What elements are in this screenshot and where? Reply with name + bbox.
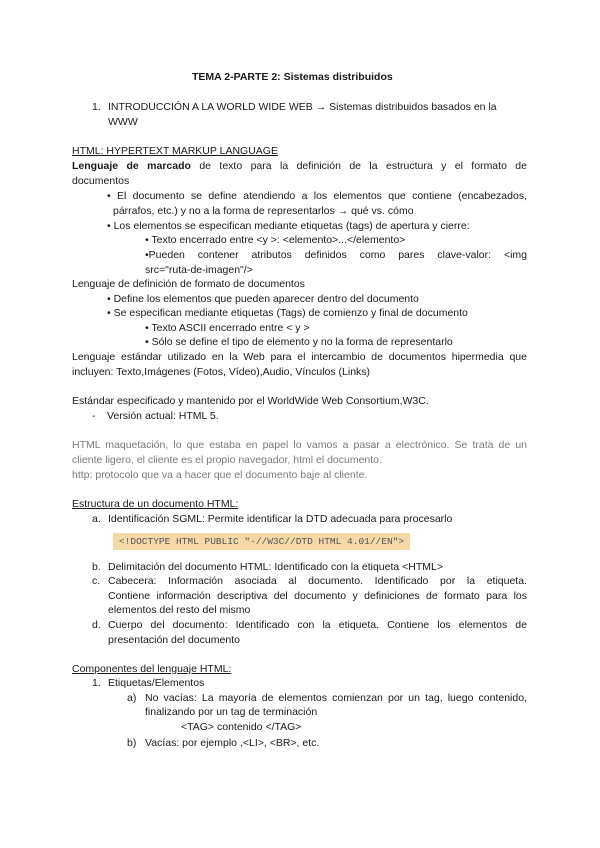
markup-definition [72, 160, 527, 173]
bullet-tags-text: • Texto encerrado entre <y >: <elemento>...</elemento> [145, 234, 406, 246]
components-heading: Componentes del lenguaje HTML: [72, 663, 232, 675]
bullet-element-line-1: • El documento se define atendiendo a los elementos que contiene (encabezados, [107, 190, 527, 202]
w3c-line: Estándar especificado y mantenido por el WorldWide Web Consortium,W3C. [72, 395, 429, 407]
structure-a-marker: a. [92, 513, 101, 525]
structure-b-text: Delimitación del documento HTML: Identificado con la etiqueta <HTML> [108, 561, 444, 573]
note-line-2: cliente ligero, el cliente es el propio navegador, html el documento. [72, 454, 382, 466]
components-a-line-1: No vacías: La mayoría de elementos comienzan por un tag, luego contenido, [145, 692, 527, 704]
bullet-type-only: • Sólo se define el tipo de elemento y no la forma de representarlo [145, 336, 453, 348]
structure-d-line-2: presentación del documento [108, 634, 240, 646]
structure-c-marker: c. [92, 575, 101, 587]
format-definition-heading: Lenguaje de definición de formato de documentos [72, 278, 305, 290]
standard-language-line-2: incluyen: Texto,Imágenes (Fotos, Vídeo),Audio, Vínculos (Links) [72, 366, 371, 378]
doctype-code: <!DOCTYPE HTML PUBLIC "-//W3C//DTD HTML 4.01//EN"> [113, 533, 410, 550]
tag-example: <TAG> contenido </TAG> [181, 721, 302, 733]
structure-heading: Estructura de un documento HTML: [72, 498, 239, 510]
components-b-text: Vacías: por ejemplo ,<LI>, <BR>, etc. [145, 737, 320, 749]
structure-c-line-2: Contiene información descriptiva del documento y definiciones de formato para los [108, 590, 527, 602]
components-a-line-2: finalizando por un tag de terminación [145, 706, 318, 718]
structure-d-marker: d. [92, 619, 101, 631]
html-heading: HTML: HYPERTEXT MARKUP LANGUAGE [72, 145, 278, 157]
components-1-text: Etiquetas/Elementos [108, 677, 205, 689]
note-line-1: HTML maquetación, lo que estaba en papel lo vamos a pasar a electrónico. Se trata de un [72, 439, 527, 451]
structure-a-text: Identificación SGML: Permite identificar la DTD adecuada para procesarlo [108, 513, 453, 525]
structure-c-line-1: Cabecera: Información asociada al documento. Identificado por la etiqueta. [108, 575, 527, 587]
intro-line-2: WWW [108, 116, 138, 128]
markup-definition-rest: de texto para la definición de la estructura y el formato de [199, 160, 527, 172]
intro-line-1: INTRODUCCIÓN A LA WORLD WIDE WEB → Sistemas distribuidos basados en la [108, 101, 497, 113]
bullet-attributes-line-2: src="ruta-de-imagen"/> [145, 264, 253, 276]
bullet-define-elements: • Define los elementos que pueden aparecer dentro del documento [107, 293, 419, 305]
bullet-ascii: • Texto ASCII encerrado entre < y > [145, 322, 310, 334]
bullet-attributes-line-1: •Pueden contener atributos definidos como pares clave-valor: <img [145, 249, 527, 261]
intro-number: 1. [92, 101, 101, 113]
bullet-tags-begin-end: • Se especifican mediante etiquetas (Tags) de comienzo y final de documento [107, 307, 468, 319]
structure-d-line-1: Cuerpo del documento: Identificado con la etiqueta. Contiene los elementos de [108, 619, 527, 631]
structure-c-line-3: elementos del resto del mismo [108, 604, 251, 616]
standard-language-line-1: Lenguaje estándar utilizado en la Web para el intercambio de documentos hipermedia que [72, 351, 527, 363]
components-1-marker: 1. [92, 677, 101, 689]
version-dash: - [92, 410, 96, 422]
markup-definition-bold: Lenguaje de marcado [72, 160, 191, 172]
version-line: Versión actual: HTML 5. [107, 410, 219, 422]
bullet-element-line-2: párrafos, etc.) y no a la forma de representarlos → qué vs. cómo [113, 205, 414, 217]
components-b-marker: b) [127, 737, 137, 749]
markup-definition-line-2: documentos [72, 175, 130, 187]
components-a-marker: a) [127, 692, 137, 704]
structure-b-marker: b. [92, 561, 101, 573]
note-line-3: http: protocolo que va a hacer que el documento baje al cliente. [72, 469, 368, 481]
bullet-tags: • Los elementos se especifican mediante etiquetas (tags) de apertura y cierre: [107, 220, 470, 232]
page-title: TEMA 2-PARTE 2: Sistemas distribuidos [192, 71, 393, 83]
